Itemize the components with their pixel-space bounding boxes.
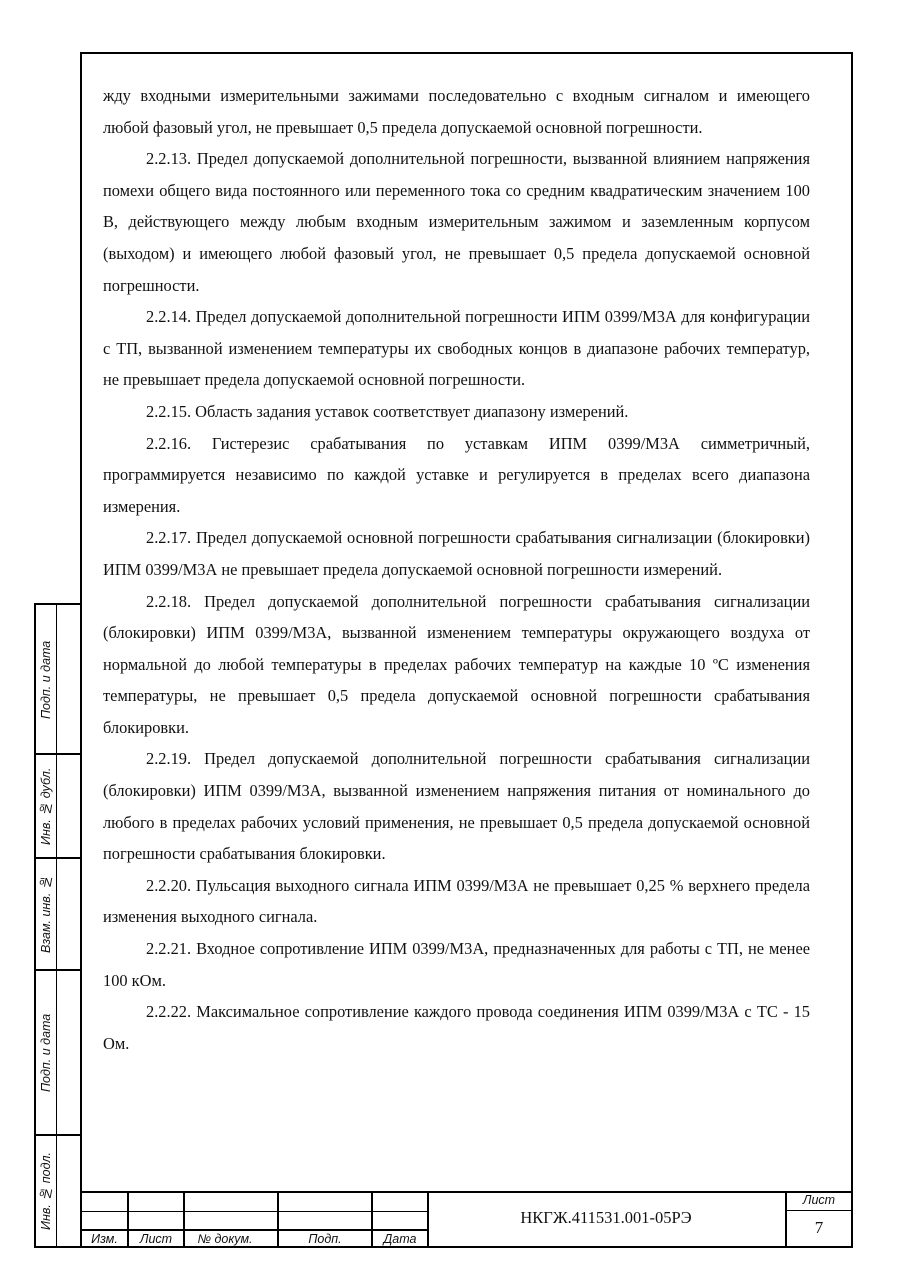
paragraph: 2.2.19. Предел допускаемой дополнительной погрешности срабатывания сигнализации (блокировки) ИПМ 0399/М3А, вызванной изменением напряжения питания от номинального до любого в пределах рабочих условий применения, не превышает 0,5 предела допускаемой основной погрешности срабатывания блокировки. xyxy=(103,749,810,864)
approval-strip xyxy=(34,603,80,1248)
column-label-change: Изм. xyxy=(91,1232,118,1246)
sheet-number: 7 xyxy=(814,1218,824,1237)
column-label-date: Дата xyxy=(383,1232,417,1246)
strip-cell-sign-date-1 xyxy=(34,603,80,755)
column-label-signature: Подп. xyxy=(308,1232,342,1246)
paragraph: 2.2.16. Гистерезис срабатывания по уставкам ИПМ 0399/М3А симметричный, программируется независимо по каждой уставке и регулируется в пределах всего диапазона измерения. xyxy=(103,433,810,516)
column-label-sheet: Лист xyxy=(139,1232,173,1246)
document-body xyxy=(103,80,810,1059)
paragraph: 2.2.17. Предел допускаемой основной погрешности срабатывания сигнализации (блокировки) ИПМ 0399/М3А не превышает предела допускаемой основной погрешности измерений. xyxy=(103,528,810,579)
paragraph: 2.2.18. Предел допускаемой дополнительной погрешности срабатывания сигнализации (блокировки) ИПМ 0399/М3А, вызванной изменением температуры окружающего воздуха от нормальной до любой температуры в пределах рабочих температур на каждые 10 ºС изменения температуры, не превышает 0,5 предела допускаемой основной погрешности срабатывания блокировки. xyxy=(103,591,810,737)
paragraph: 2.2.22. Максимальное сопротивление каждого провода соединения ИПМ 0399/М3А с ТС - 15 Ом. xyxy=(103,1002,810,1053)
paragraph: 2.2.20. Пульсация выходного сигнала ИПМ 0399/М3А не превышает 0,25 % верхнего предела изменения выходного сигнала. xyxy=(103,875,810,927)
strip-label: Инв. № подл. xyxy=(39,1151,53,1231)
document-code: НКГЖ.411531.001-05РЭ xyxy=(520,1208,692,1227)
paragraph: 2.2.15. Область задания уставок соответствует диапазону измерений. xyxy=(146,401,629,421)
strip-cell-dup-inv xyxy=(34,755,80,859)
strip-label: Взам. инв. № xyxy=(39,875,53,953)
strip-label: Подп. и дата xyxy=(39,1013,53,1092)
paragraph: 2.2.13. Предел допускаемой дополнительной погрешности, вызванной влиянием напряжения помехи общего вида постоянного или переменного тока со средним квадратическим значением 100 В, действующего между любым входным измерительным зажимом и заземленным корпусом (выходом) и имеющего любой фазовый угол, не превышает 0,5 предела допускаемой основной погрешности. xyxy=(103,149,810,295)
paragraph: 2.2.21. Входное сопротивление ИПМ 0399/М3А, предназначенных для работы с ТП, не менее 100 кОм. xyxy=(103,939,810,990)
sheet-label: Лист xyxy=(802,1193,836,1207)
strip-label: Инв. № дубл. xyxy=(39,767,53,845)
strip-label: Подп. и дата xyxy=(39,640,53,720)
strip-cell-sign-date-2 xyxy=(34,971,80,1136)
column-label-doc-number: № докум. xyxy=(197,1232,253,1246)
paragraph: жду входными измерительными зажимами последовательно с входным сигналом и имеющего любой фазовый угол, не превышает 0,5 предела допускаемой основной погрешности. xyxy=(103,86,810,137)
strip-cell-replace-inv xyxy=(34,859,80,971)
strip-cell-orig-inv xyxy=(34,1136,80,1248)
paragraph: 2.2.14. Предел допускаемой дополнительной погрешности ИПМ 0399/М3А для конфигурации с ТП, вызванной изменением температуры их свободных концов в диапазоне рабочих температур, не превышает предела допускаемой основной погрешности. xyxy=(103,307,810,390)
